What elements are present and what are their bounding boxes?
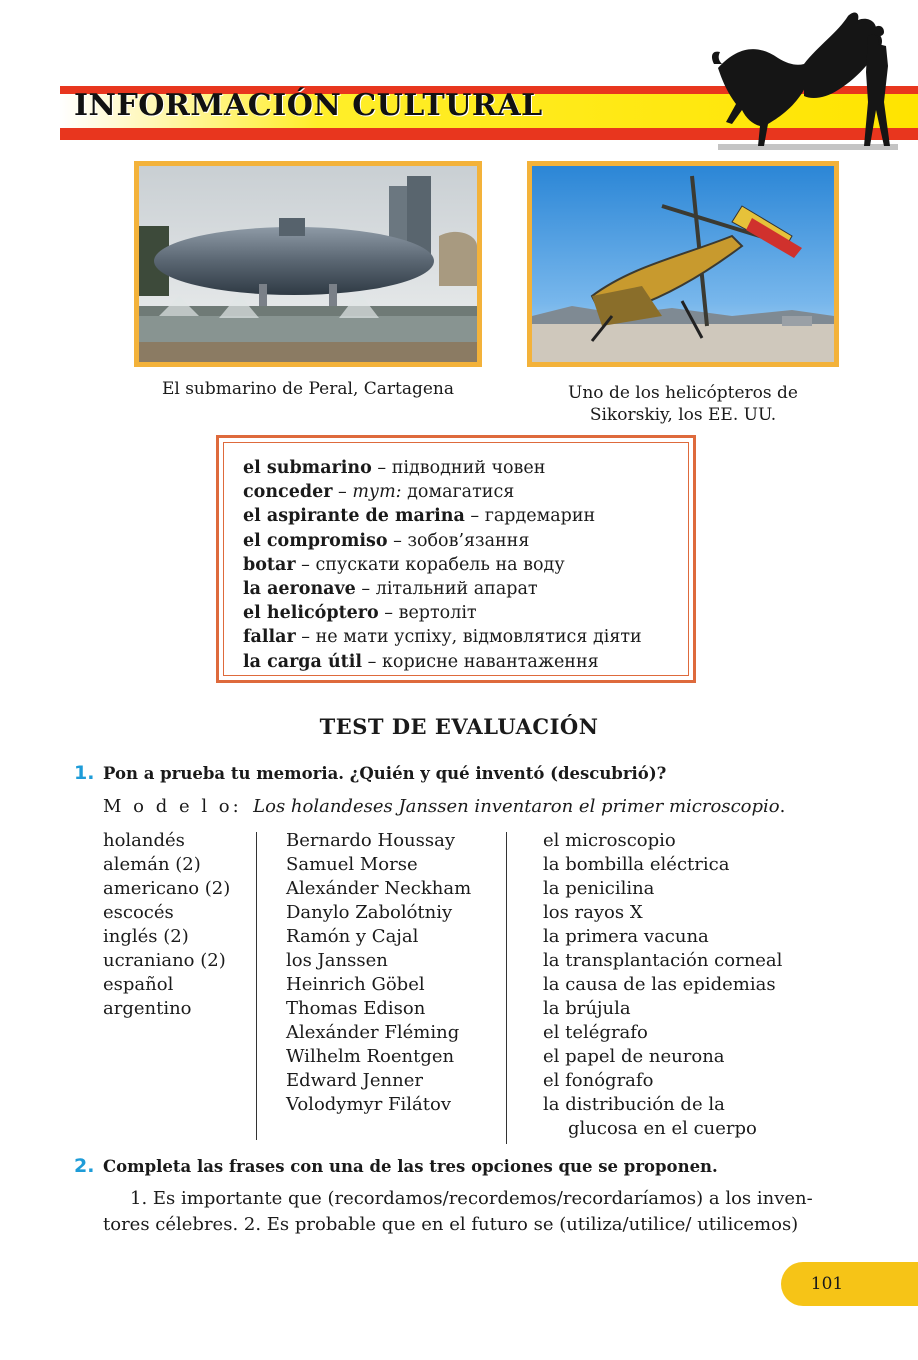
- submarine-image: [139, 166, 477, 362]
- vocab-term: el compromiso: [243, 530, 388, 551]
- page-number: 101: [810, 1274, 844, 1294]
- vocab-row: [243, 650, 688, 674]
- model-end: .: [779, 796, 786, 817]
- column-divider-2: [506, 832, 507, 1144]
- vocab-separator: –: [371, 458, 392, 478]
- nationalities-item: holandés: [103, 830, 185, 851]
- people-item: Heinrich Göbel: [286, 974, 425, 995]
- bullfighter-silhouette-icon: [708, 6, 908, 154]
- vocab-translation: домагатися: [401, 482, 515, 503]
- people-column: [286, 829, 471, 1117]
- model-label: M o d e l o:: [103, 796, 242, 817]
- inventions-item: la penicilina: [543, 878, 655, 899]
- inventions-item: los rayos X: [543, 902, 643, 923]
- people-item: Danylo Zabolótniy: [286, 902, 453, 923]
- model-text: Los holandeses Janssen inventaron el primer microscopio: [253, 796, 780, 817]
- people-item: Bernardo Houssay: [286, 830, 455, 851]
- vocab-separator: –: [387, 530, 408, 551]
- vocab-row: [243, 529, 688, 553]
- test-title: TEST DE EVALUACIÓN: [319, 714, 599, 739]
- nationalities-item: inglés (2): [103, 926, 189, 947]
- vocab-row: [243, 480, 688, 504]
- vocab-term: botar: [243, 554, 296, 575]
- nationalities-item: escocés: [103, 902, 174, 923]
- people-item: Alexánder Fléming: [286, 1022, 460, 1043]
- inventions-item: la primera vacuna: [543, 926, 709, 947]
- exercise-2-number: 2.: [74, 1155, 95, 1177]
- inventions-item: el papel de neurona: [543, 1046, 725, 1067]
- exercise-2-instruction: Completa las frases con una de las tres opciones que se proponen.: [103, 1157, 718, 1176]
- vocabulary-list: [223, 442, 689, 676]
- vocab-translation: не мати успіху, відмовлятися діяти: [315, 627, 642, 648]
- vocab-row: [243, 577, 688, 601]
- nationalities-item: español: [103, 974, 174, 995]
- vocab-row: [243, 601, 688, 625]
- inventions-item: el fonógrafo: [543, 1070, 654, 1091]
- inventions-item: la transplantación corneal: [543, 950, 783, 971]
- vocab-note: тут:: [352, 482, 402, 503]
- vocab-row: [243, 456, 688, 480]
- vocab-term: el submarino: [243, 458, 372, 478]
- people-item: Samuel Morse: [286, 854, 418, 875]
- inventions-item: la brújula: [543, 998, 631, 1019]
- nationalities-column: [103, 829, 230, 1021]
- vocab-translation: гардемарин: [484, 506, 596, 527]
- vocab-separator: –: [378, 603, 399, 624]
- exercise-2-text: [103, 1186, 838, 1238]
- vocab-separator: –: [295, 627, 316, 648]
- vocab-separator: –: [464, 506, 485, 527]
- inventions-item: la bombilla eléctrica: [543, 854, 730, 875]
- vocab-term: conceder: [243, 482, 333, 503]
- vocab-separator: –: [295, 554, 316, 575]
- vocab-row: [243, 553, 688, 577]
- submarine-caption: El submarino de Peral, Cartagena: [161, 379, 455, 399]
- vocab-term: la aeronave: [243, 579, 356, 600]
- exercise-2-line-2: tores célebres. 2. Es probable que en el futuro se (utiliza/utilice/ utilicemos): [103, 1214, 799, 1235]
- vocab-translation: спускати корабель на воду: [315, 554, 565, 575]
- vocab-separator: –: [332, 482, 353, 503]
- people-item: Edward Jenner: [286, 1070, 423, 1091]
- nationalities-item: americano (2): [103, 878, 231, 899]
- vocab-row: [243, 504, 688, 528]
- helicopter-photo: [527, 161, 839, 367]
- helicopter-caption: [527, 382, 839, 426]
- inventions-item: el telégrafo: [543, 1022, 648, 1043]
- vocab-translation: підводний човен: [391, 458, 546, 478]
- section-title: INFORMACIÓN CULTURAL: [74, 88, 543, 123]
- column-divider-1: [256, 832, 257, 1140]
- vocab-row: [243, 625, 688, 649]
- vocabulary-box: [216, 435, 696, 683]
- vocab-term: el aspirante de marina: [243, 506, 465, 527]
- vocab-term: la carga útil: [243, 651, 363, 672]
- vocab-separator: –: [355, 579, 376, 600]
- people-item: Alexánder Neckham: [286, 878, 472, 899]
- helicopter-caption-line-1: Uno de los helicópteros de: [568, 383, 798, 403]
- people-item: los Janssen: [286, 950, 388, 971]
- inventions-item: la distribución de la: [543, 1094, 725, 1115]
- people-item: Thomas Edison: [286, 998, 426, 1019]
- vocab-translation: корисне навантаження: [381, 651, 599, 672]
- exercise-1-instruction: Pon a prueba tu memoria. ¿Quién y qué inventó (descubrió)?: [103, 764, 667, 783]
- helicopter-caption-line-2: Sikorskiy, los EE. UU.: [589, 405, 777, 425]
- submarine-photo: [134, 161, 482, 367]
- people-item: Volodymyr Filátov: [286, 1094, 452, 1115]
- exercise-2-line-1: 1. Es importante que (recordamos/recordemos/recordaríamos) a los inven-: [130, 1188, 813, 1209]
- vocab-translation: зобов’язання: [407, 530, 530, 551]
- inventions-column: [543, 829, 782, 1141]
- inventions-item: la causa de las epidemias: [543, 974, 776, 995]
- people-item: Wilhelm Roentgen: [286, 1046, 455, 1067]
- people-item: Ramón y Cajal: [286, 926, 419, 947]
- model-sentence: [103, 796, 785, 817]
- vocab-translation: вертоліт: [398, 603, 477, 624]
- inventions-item: el microscopio: [543, 830, 676, 851]
- inventions-item: glucosa en el cuerpo: [568, 1118, 757, 1139]
- exercise-1-number: 1.: [74, 762, 95, 784]
- nationalities-item: argentino: [103, 998, 192, 1019]
- nationalities-item: ucraniano (2): [103, 950, 226, 971]
- helicopter-image: [532, 166, 834, 362]
- vocab-separator: –: [362, 651, 382, 672]
- nationalities-item: alemán (2): [103, 854, 201, 875]
- vocab-term: fallar: [243, 627, 296, 648]
- vocab-translation: літальний апарат: [375, 579, 538, 600]
- vocab-term: el helicóptero: [243, 603, 379, 624]
